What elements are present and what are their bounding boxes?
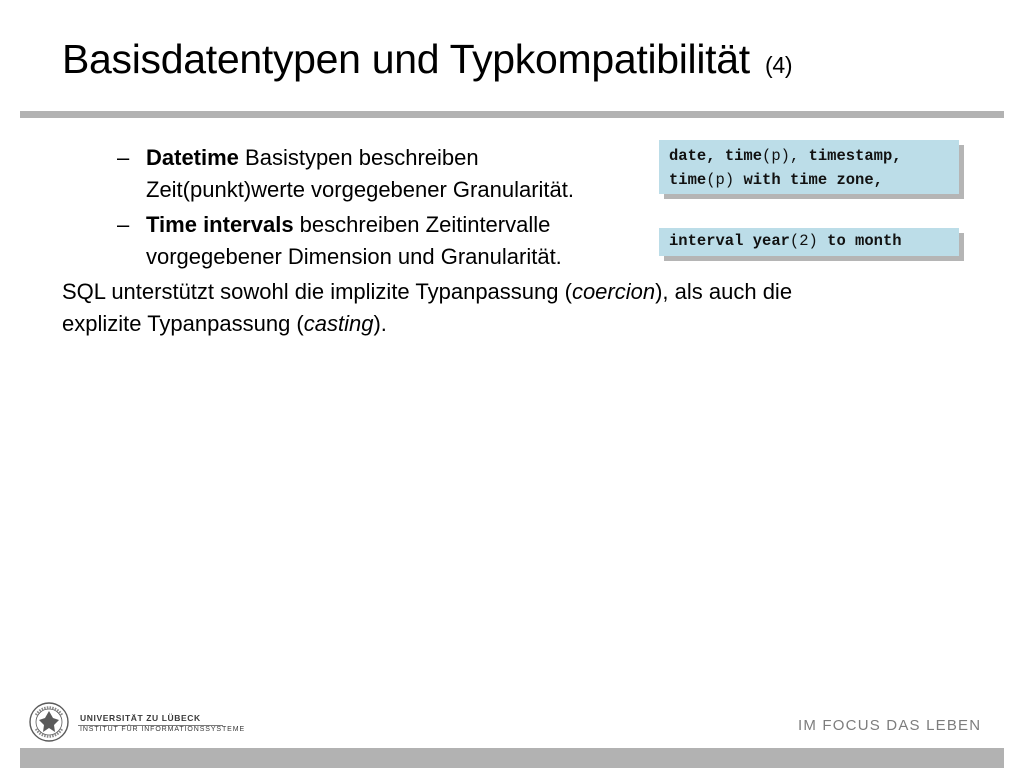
- code-box-1-line1: [669, 144, 949, 168]
- slide-title: [62, 36, 792, 83]
- code-kw-interval-year: interval year: [669, 232, 790, 250]
- para-text-1: SQL unterstützt sowohl die implizite Typanpassung (: [62, 279, 572, 304]
- para-text-3: explizite Typanpassung (: [62, 311, 304, 336]
- para-term-coercion: coercion: [571, 279, 656, 304]
- code-param-2: (p): [706, 171, 744, 189]
- code-sep-3: ,: [873, 171, 883, 189]
- code-kw-with-time-zone: with time zone: [743, 171, 874, 189]
- para-text-4: ).: [373, 311, 387, 336]
- bullet-intervals-line1: [146, 209, 562, 241]
- bullet-datetime-text1: Basistypen beschreiben: [238, 145, 479, 170]
- bullet-datetime-term: Datetime: [146, 145, 239, 170]
- code-param-3: (2): [789, 232, 828, 250]
- bullet-datetime-line2: Zeit(punkt)werte vorgegebener Granularität.: [146, 177, 574, 202]
- code-kw-timestamp: timestamp: [808, 147, 893, 165]
- code-box-datetime-types: [659, 140, 959, 194]
- paragraph-coercion-casting: [62, 276, 942, 340]
- code-kw-time: time: [724, 147, 763, 165]
- bullet-intervals-line2: vorgegebener Dimension und Granularität.: [146, 244, 562, 269]
- bullet-time-intervals: [146, 209, 562, 273]
- footer-bar: [20, 748, 1004, 768]
- bullet-intervals-term: Time intervals: [146, 212, 294, 237]
- institute-name: INSTITUT FÜR INFORMATIONSSYSTEME: [80, 726, 246, 733]
- code-box-interval-type: [659, 228, 959, 256]
- slide-title-text: Basisdatentypen und Typkompatibilität: [62, 36, 750, 82]
- code-kw-date: date: [669, 147, 707, 165]
- title-divider: [20, 111, 1004, 118]
- bullet-dash-1: –: [117, 145, 130, 170]
- code-kw-to-month: to month: [827, 232, 902, 250]
- bullet-datetime: [146, 142, 574, 206]
- para-text-2: ), als auch die: [655, 279, 793, 304]
- code-kw-time-2: time: [669, 171, 707, 189]
- para-term-casting: casting: [303, 311, 374, 336]
- university-name: UNIVERSITÄT ZU LÜBECK: [80, 713, 201, 723]
- university-seal-icon: [28, 700, 70, 744]
- code-sep-1: ,: [706, 147, 725, 165]
- bullet-intervals-text1: beschreiben Zeitintervalle: [293, 212, 551, 237]
- bullet-datetime-line1: [146, 142, 574, 174]
- bullet-dash-2: –: [117, 212, 130, 237]
- code-param-1: (p),: [762, 147, 809, 165]
- code-sep-2: ,: [892, 147, 902, 165]
- footer-slogan: IM FOCUS DAS LEBEN: [798, 717, 982, 734]
- code-box-1-line2: [669, 168, 949, 192]
- slide-title-number: (4): [764, 52, 793, 78]
